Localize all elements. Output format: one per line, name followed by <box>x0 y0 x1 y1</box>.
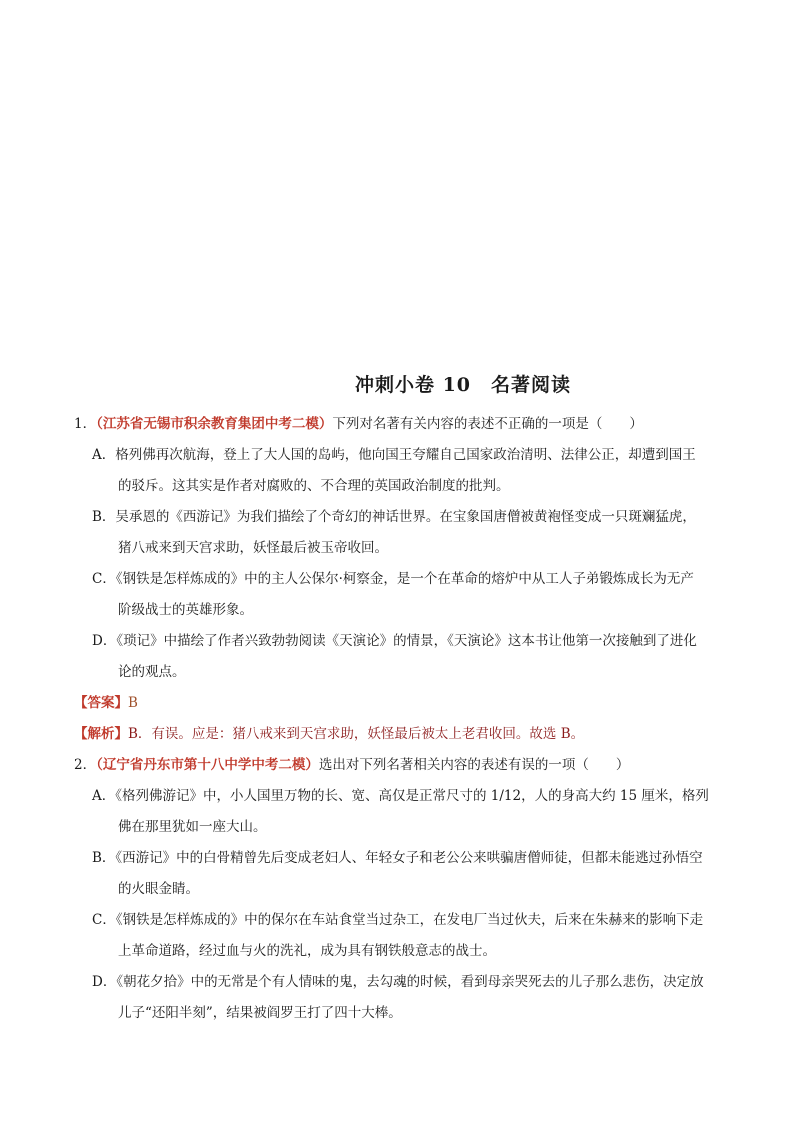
explanation-label: 【解析】 <box>74 726 128 742</box>
q2-option-a-line1: A．《格列佛游记》中，小人国里万物的长、宽、高仅是正常尺寸的 1/12，人的身高大约 15 厘米，格列 <box>92 788 709 804</box>
question-1-stem <box>74 414 643 434</box>
q1-option-c-line2: 阶级战士的英雄形象。 <box>118 602 253 618</box>
q2-option-a-line2: 佛在那里犹如一座大山。 <box>118 819 267 835</box>
q1-option-b-line1: B．吴承恩的《西游记》为我们描绘了个奇幻的神话世界。在宝象国唐僧被黄袍怪变成一只斑斓猛虎， <box>92 509 696 525</box>
question-text: 选出对下列名著相关内容的表述有误的一项（ ） <box>318 757 630 773</box>
q2-option-b-line2: 的火眼金睛。 <box>118 881 199 897</box>
q1-option-c-line1: C．《钢铁是怎样炼成的》中的主人公保尔·柯察金，是一个在革命的熔炉中从工人子弟锻炼成长为无产 <box>92 571 694 587</box>
q1-explanation <box>74 724 584 744</box>
q1-option-a-line2: 的驳斥。这其实是作者对腐败的、不合理的英国政治制度的批判。 <box>118 478 510 494</box>
question-text: 下列对名著有关内容的表述不正确的一项是（ ） <box>332 416 643 432</box>
question-source: （辽宁省丹东市第十八中学中考二模） <box>96 757 319 773</box>
answer-label: 【答案】 <box>74 695 128 711</box>
q1-answer <box>74 693 138 713</box>
question-source: （江苏省无锡市积余教育集团中考二模） <box>96 416 333 432</box>
q1-option-b-line2: 猪八戒来到天宫求助，妖怪最后被玉帝收回。 <box>118 540 388 556</box>
q1-option-d-line2: 论的观点。 <box>118 664 186 680</box>
explanation-text: B．有误。应是：猪八戒来到天宫求助，妖怪最后被太上老君收回。故选 B。 <box>128 726 585 742</box>
question-2-stem <box>74 755 629 775</box>
question-number: 1． <box>74 416 97 432</box>
q2-option-d-line2: 儿子“还阳半刻”，结果被阎罗王打了四十大棒。 <box>118 1005 402 1021</box>
q2-option-c-line1: C．《钢铁是怎样炼成的》中的保尔在车站食堂当过杂工，在发电厂当过伙夫，后来在朱赫来的影响下走 <box>92 912 704 928</box>
question-number: 2． <box>74 757 97 773</box>
q2-option-d-line1: D．《朝花夕拾》中的无常是个有人情味的鬼，去勾魂的时候，看到母亲哭死去的儿子那么悲伤，决定放 <box>92 974 704 990</box>
q1-option-a-line1: A．格列佛再次航海，登上了大人国的岛屿，他向国王夸耀自己国家政治清明、法律公正，却遭到国王 <box>92 447 696 463</box>
page-title: 冲刺小卷 10 名著阅读 <box>354 374 572 396</box>
q1-option-d-line1: D．《琐记》中描绘了作者兴致勃勃阅读《天演论》的情景，《天演论》这本书让他第一次接触到了进化 <box>92 633 697 649</box>
q2-option-c-line2: 上革命道路，经过血与火的洗礼，成为具有钢铁般意志的战士。 <box>118 943 496 959</box>
answer-value: B <box>128 695 138 711</box>
q2-option-b-line1: B．《西游记》中的白骨精曾先后变成老妇人、年轻女子和老公公来哄骗唐僧师徒，但都未能逃过孙悟空 <box>92 850 703 866</box>
